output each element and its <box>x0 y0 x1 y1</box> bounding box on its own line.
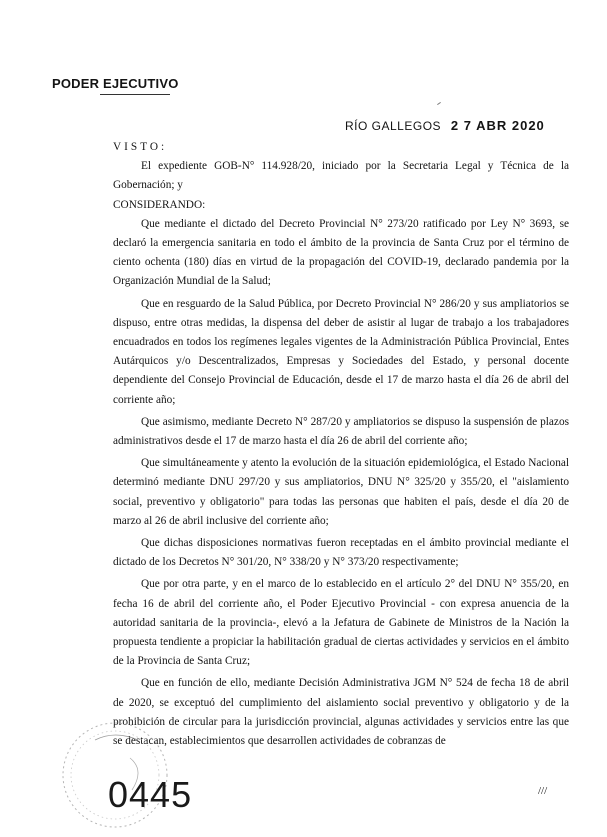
paragraph: Que en función de ello, mediante Decisión Administrativa JGM N° 524 de fecha 18 de abril de 2020, se exceptuó del cumplimiento del aislamiento social preventivo y obligatorio y de la prohibición de circular para la jurisdicción provincial, algunas actividades y servicios entre las que se destacan, establecimientos que desarrollen actividades de cobranzas de <box>113 677 569 748</box>
date-stamp: 2 7 ABR 2020 <box>450 118 545 133</box>
continuation-mark: /// <box>538 785 548 797</box>
decree-number-stamp: 0445 <box>108 774 193 815</box>
pen-mark <box>437 102 441 105</box>
place-name: RÍO GALLEGOS <box>345 119 442 133</box>
paragraph: Que en resguardo de la Salud Pública, por Decreto Provincial N° 286/20 y sus ampliatorios se dispuso, entre otras medidas, la dispensa del deber de asistir al lugar de trabajo a los trabajadores encuadrados en todos los regímenes legales vigentes de la Administración Pública Provincial, Entes Autárquicos y/o Descentralizados, Empresas y Sociedades del Estado, y personal docente dependiente del Consejo Provincial de Educación, desde el 17 de marzo hasta el día 26 de abril del corriente año; <box>113 297 569 406</box>
paragraph: Que dichas disposiciones normativas fueron receptadas en el ámbito provincial mediante el dictado de los Decretos N° 301/20, N° 338/20 y N° 373/20 respectivamente; <box>113 537 569 569</box>
place-date-line <box>345 118 545 133</box>
visto-heading: VISTO: <box>113 141 168 153</box>
considerando-heading: CONSIDERANDO: <box>113 198 206 211</box>
paragraph: Que mediante el dictado del Decreto Provincial N° 273/20 ratificado por Ley N° 3693, se declaró la emergencia sanitaria en todo el ámbito de la provincia de Santa Cruz por el término de ciento ochenta (180) días en virtud de la propagación del COVID-19, declarado pandemia por la Organización Mundial de la Salud; <box>113 217 569 288</box>
header-underline <box>100 94 170 95</box>
document-body <box>113 138 569 751</box>
header-title: PODER EJECUTIVO <box>52 76 179 91</box>
seal-stamp <box>60 700 180 837</box>
visto-text: El expediente GOB-N° 114.928/20, iniciado por la Secretaria Legal y Técnica de la Gobernación; y <box>113 160 569 192</box>
paragraph: Que asimismo, mediante Decreto N° 287/20 y ampliatorios se dispuso la suspensión de plazos administrativos desde el 17 de marzo hasta el día 26 de abril del corriente año; <box>113 415 569 448</box>
paragraph: Que simultáneamente y atento la evolución de la situación epidemiológica, el Estado Nacional determinó mediante DNU 297/20 y sus ampliatorios, DNU N° 325/20 y 355/20, el "aislamiento social, preventivo y obligatorio" para todas las personas que habiten el país, desde el día 20 de marzo al 26 de abril inclusive del corriente año; <box>113 457 569 527</box>
paragraph: Que por otra parte, y en el marco de lo establecido en el artículo 2° del DNU N° 355/20, en fecha 16 de abril del corriente año, el Poder Ejecutivo Provincial - con expresa anuencia de la autoridad sanitaria de la provincia-, elevó a la Jefatura de Gabinete de Ministros de la Nación la propuesta tendiente a propiciar la habilitación gradual de ciertas actividades y servicios en el ámbito de la Provincia de Santa Cruz; <box>113 578 569 668</box>
